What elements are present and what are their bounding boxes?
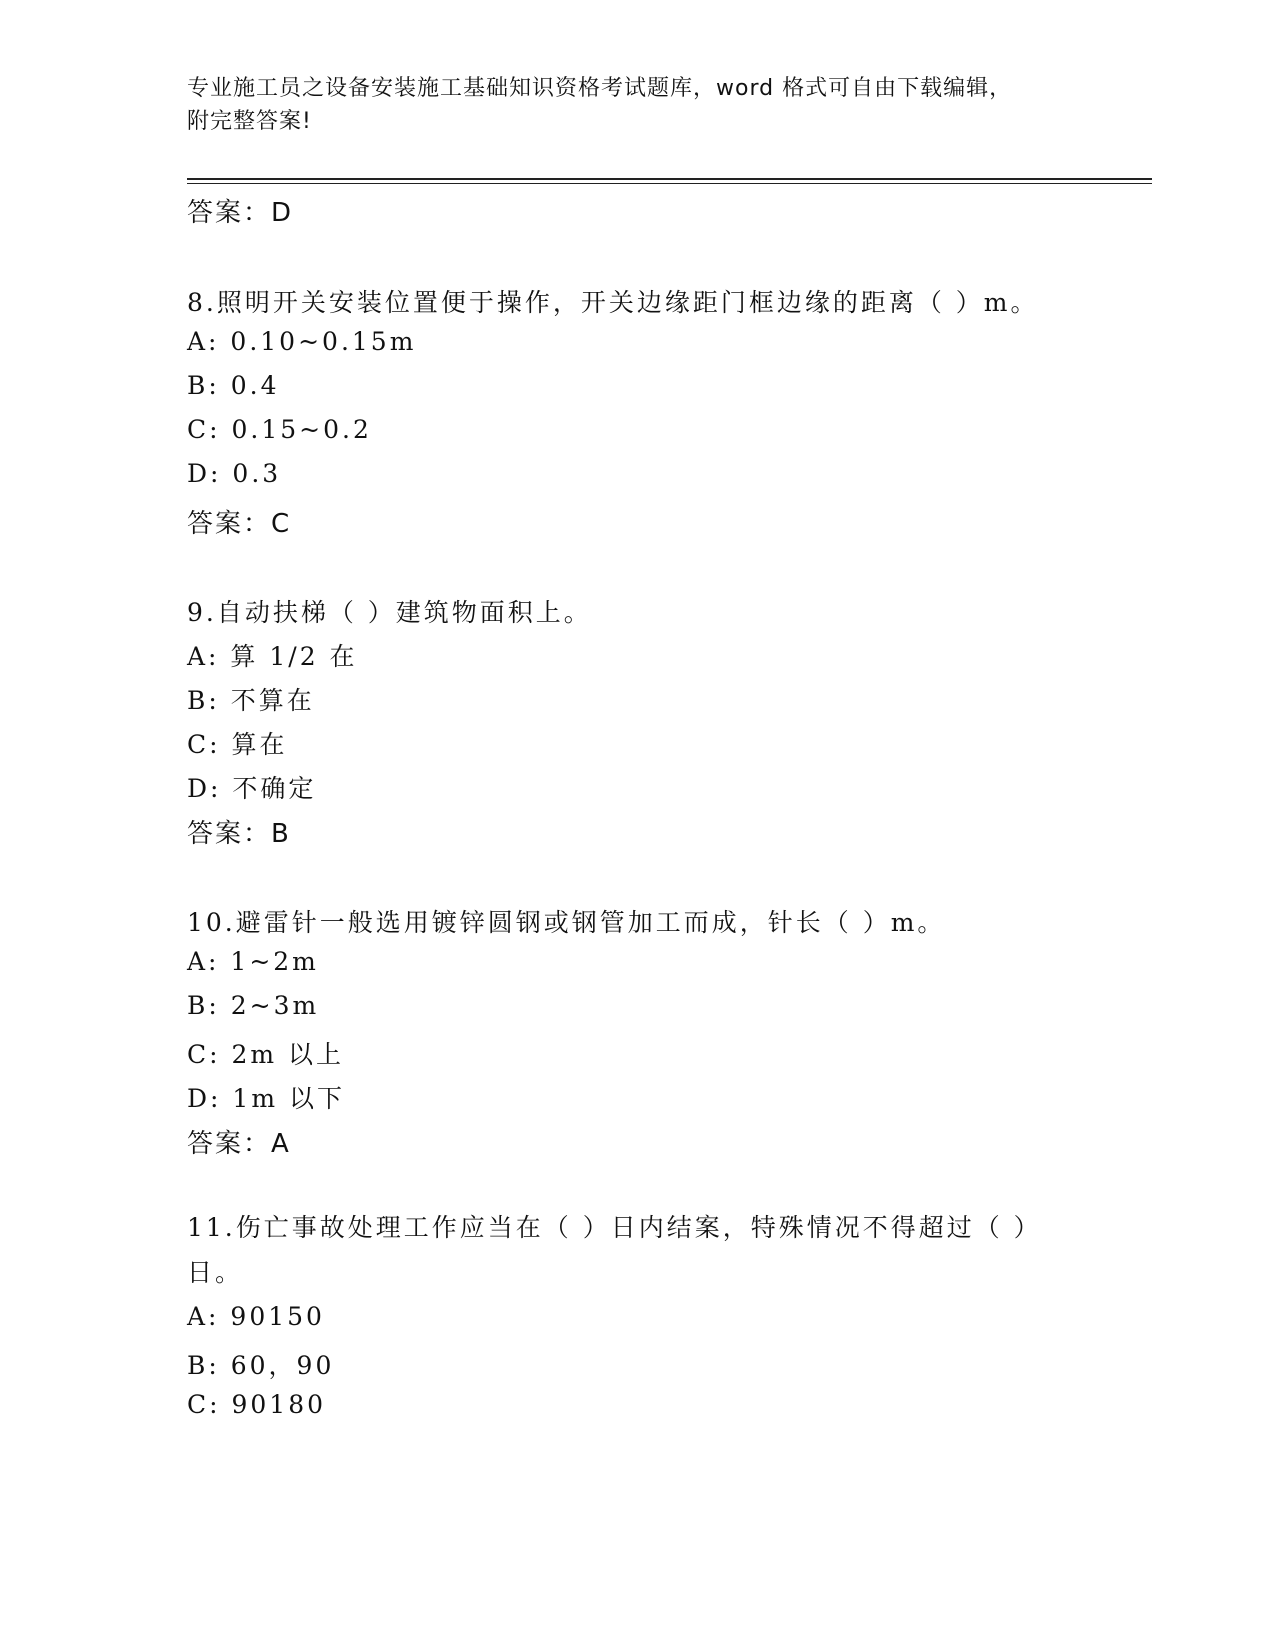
option-b: B: 0.4: [187, 371, 280, 400]
previous-answer: 答案：D: [187, 198, 294, 228]
option-c: C: 算在: [187, 730, 288, 759]
option-a: A: 0.10~0.15m: [187, 327, 417, 356]
question-text: 8.照明开关安装位置便于操作，开关边缘距门框边缘的距离（ ）m。: [187, 288, 1039, 317]
option-c: C: 90180: [187, 1390, 327, 1419]
answer: 答案：B: [187, 819, 291, 849]
option-d: D: 1m 以下: [187, 1084, 345, 1113]
option-a: A: 90150: [187, 1302, 325, 1331]
answer: 答案：C: [187, 509, 292, 539]
option-c: C: 0.15~0.2: [187, 415, 372, 444]
document-header: [187, 72, 1087, 138]
option-b: B: 60，90: [187, 1351, 335, 1380]
answer: 答案：A: [187, 1129, 291, 1159]
question-text: 10.避雷针一般选用镀锌圆钢或钢管加工而成，针长（ ）m。: [187, 908, 946, 937]
option-b: B: 2~3m: [187, 991, 320, 1020]
option-d: D: 0.3: [187, 459, 282, 488]
option-d: D: 不确定: [187, 774, 317, 803]
header-line-1: 专业施工员之设备安装施工基础知识资格考试题库，word 格式可自由下载编辑，: [187, 76, 1013, 101]
question-text: 9.自动扶梯（ ）建筑物面积上。: [187, 598, 592, 627]
header-divider: [187, 178, 1152, 180]
question-text: 11.伤亡事故处理工作应当在（ ）日内结案，特殊情况不得超过（ ）日。: [187, 1213, 1042, 1287]
option-a: A: 1~2m: [187, 947, 319, 976]
option-c: C: 2m 以上: [187, 1040, 345, 1069]
option-a: A: 算 1/2 在: [187, 642, 358, 671]
header-divider-thin: [187, 183, 1152, 184]
header-line-2: 附完整答案!: [187, 109, 312, 134]
option-b: B: 不算在: [187, 686, 315, 715]
